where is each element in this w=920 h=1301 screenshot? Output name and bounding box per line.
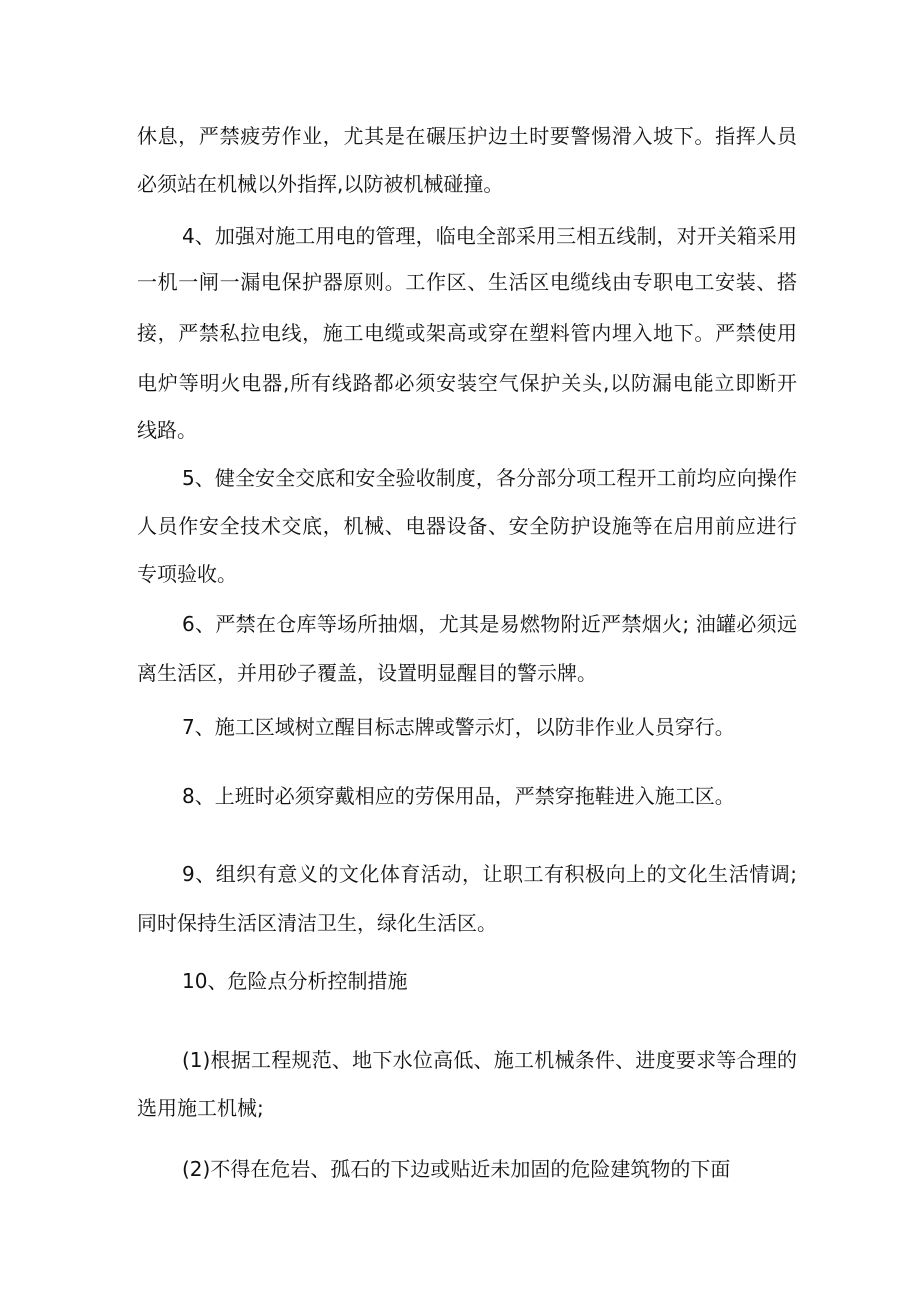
text-line-13: 7、施工区域树立醒目标志牌或警示灯，以防非作业人员穿行。: [182, 715, 735, 739]
text-line-12: 离生活区，并用砂子覆盖，设置明显醒目的警示牌。: [137, 661, 597, 685]
text-line-4: 一机一闸一漏电保护器原则。工作区、生活区电缆线由专职电工安装、搭: [137, 270, 797, 294]
text-line-11: 6、严禁在仓库等场所抽烟，尤其是易燃物附近严禁烟火; 油罐必须远: [182, 612, 797, 636]
text-line-14: 8、上班时必须穿戴相应的劳保用品，严禁穿拖鞋进入施工区。: [182, 784, 735, 808]
text-line-8: 5、健全安全交底和安全验收制度，各分部分项工程开工前均应向操作: [182, 466, 797, 490]
text-line-17: 10、危险点分析控制措施: [182, 969, 408, 993]
text-line-7: 线路。: [137, 418, 197, 442]
text-line-20: (2)不得在危岩、孤石的下边或贴近未加固的危险建筑物的下面: [182, 1157, 731, 1181]
text-line-1: 休息，严禁疲劳作业，尤其是在碾压护边土时要警惕滑入坡下。指挥人员: [137, 124, 797, 148]
text-line-6: 电炉等明火电器,所有线路都必须安装空气保护关头,以防漏电能立即断开: [137, 371, 797, 395]
text-line-9: 人员作安全技术交底，机械、电器设备、安全防护设施等在启用前应进行: [137, 514, 797, 538]
text-line-15: 9、组织有意义的文化体育活动，让职工有积极向上的文化生活情调;: [182, 862, 797, 886]
text-line-2: 必须站在机械以外指挥,以防被机械碰撞。: [137, 172, 504, 196]
text-line-3: 4、加强对施工用电的管理，临电全部采用三相五线制，对开关箱采用: [182, 224, 797, 248]
text-line-16: 同时保持生活区清洁卫生，绿化生活区。: [137, 911, 497, 935]
text-line-10: 专项验收。: [137, 562, 237, 586]
text-line-5: 接，严禁私拉电线，施工电缆或架高或穿在塑料管内埋入地下。严禁使用: [137, 321, 797, 345]
text-line-18: (1)根据工程规范、地下水位高低、施工机械条件、进度要求等合理的: [182, 1048, 797, 1072]
text-line-19: 选用施工机械;: [137, 1096, 264, 1120]
